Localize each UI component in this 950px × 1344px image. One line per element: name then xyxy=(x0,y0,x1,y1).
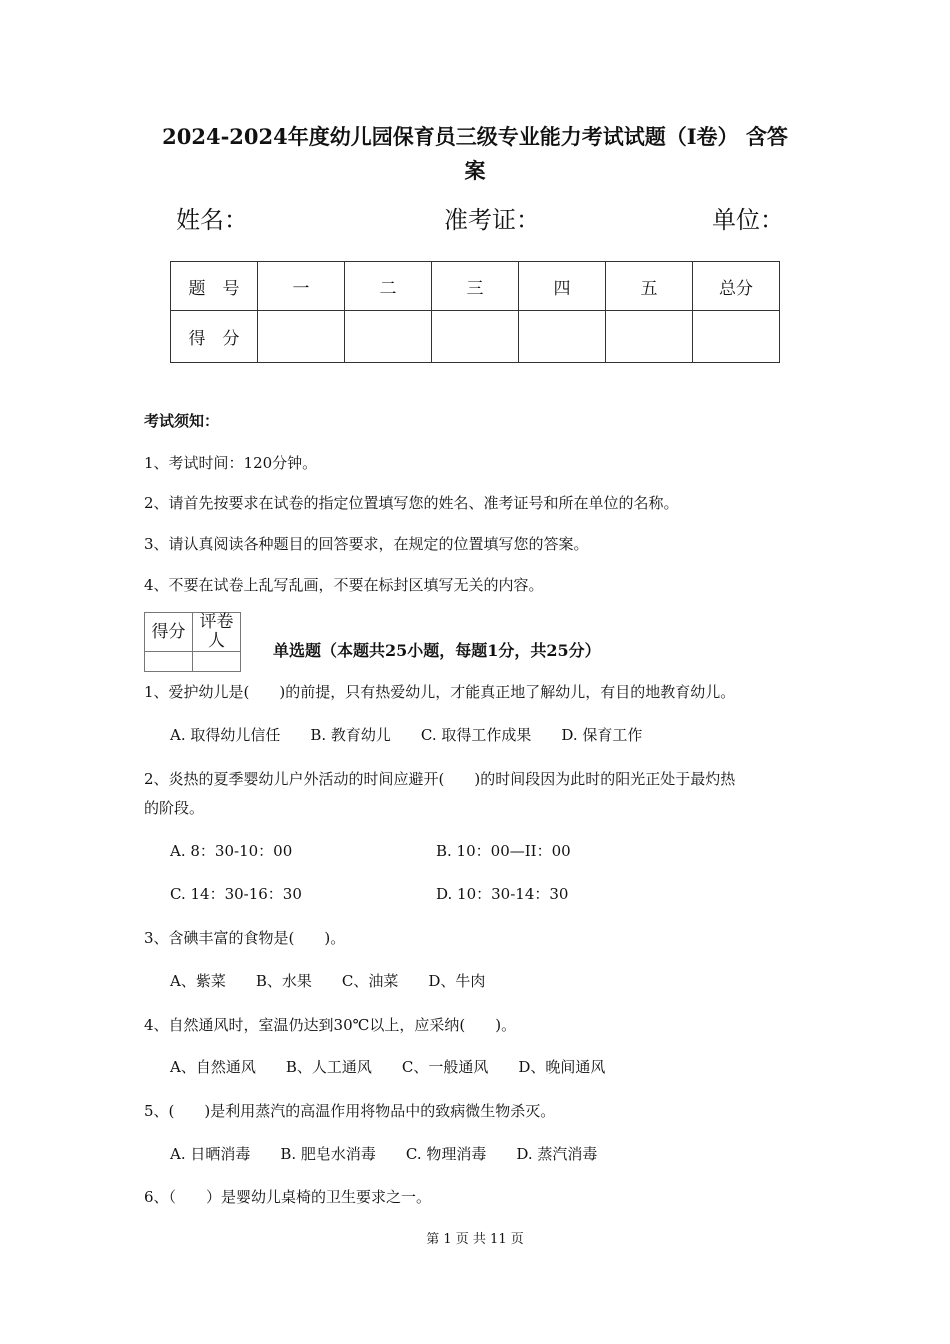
score-cell xyxy=(432,311,519,363)
score-cell xyxy=(258,311,345,363)
score-cell xyxy=(693,311,780,363)
question-3-options: A、紫菜 B、水果 C、油菜 D、牛肉 xyxy=(170,972,486,990)
question-1-options: A. 取得幼儿信任 B. 教育幼儿 C. 取得工作成果 D. 保育工作 xyxy=(170,726,643,744)
question-4-options: A、自然通风 B、人工通风 C、一般通风 D、晚间通风 xyxy=(170,1058,606,1076)
score-table xyxy=(170,261,780,363)
score-header-4: 四 xyxy=(519,262,606,311)
grader-table xyxy=(144,612,241,672)
score-header-5: 五 xyxy=(606,262,693,311)
score-header-3: 三 xyxy=(432,262,519,311)
grader-cell xyxy=(193,652,241,672)
note-item: 3、请认真阅读各种题目的回答要求，在规定的位置填写您的答案。 xyxy=(144,535,589,553)
document-title-line1: 2024-2024年度幼儿园保育员三级专业能力考试试题（I卷） 含答 xyxy=(162,124,788,149)
section-title: 单选题（本题共25小题，每题1分，共25分） xyxy=(273,641,601,660)
question-5: 5、( )是利用蒸汽的高温作用将物品中的致病微生物杀灭。 xyxy=(144,1102,556,1120)
score-header-total: 总分 xyxy=(693,262,780,311)
question-6: 6、（ ）是婴幼儿桌椅的卫生要求之一。 xyxy=(144,1188,432,1206)
question-1: 1、爱护幼儿是( )的前提，只有热爱幼儿，才能真正地了解幼儿，有目的地教育幼儿。 xyxy=(144,683,736,701)
name-label: 姓名： xyxy=(176,206,248,234)
question-2-option-c: C. 14：30-16：30 xyxy=(170,885,302,903)
score-header-label: 题 号 xyxy=(171,262,258,311)
note-item: 2、请首先按要求在试卷的指定位置填写您的姓名、准考证号和所在单位的名称。 xyxy=(144,494,679,512)
score-cell xyxy=(519,311,606,363)
document-title-line2: 案 xyxy=(464,158,486,183)
note-item: 1、考试时间：120分钟。 xyxy=(144,454,318,472)
score-cell xyxy=(606,311,693,363)
notes-heading: 考试须知： xyxy=(144,412,220,430)
score-cell xyxy=(345,311,432,363)
grader-score-label: 得分 xyxy=(145,613,193,652)
unit-label: 单位： xyxy=(712,206,784,234)
question-2-line2: 的阶段。 xyxy=(144,799,205,817)
question-4: 4、自然通风时，室温仍达到30℃以上，应采纳( )。 xyxy=(144,1016,517,1034)
grader-name-label: 评卷人 xyxy=(193,613,241,652)
question-3: 3、含碘丰富的食物是( )。 xyxy=(144,929,346,947)
score-header-2: 二 xyxy=(345,262,432,311)
note-item: 4、不要在试卷上乱写乱画，不要在标封区填写无关的内容。 xyxy=(144,576,544,594)
page-footer: 第 1 页 共 11 页 xyxy=(426,1232,524,1247)
question-2-option-b: B. 10：00—II：00 xyxy=(436,842,571,860)
question-2-option-a: A. 8：30-10：00 xyxy=(170,842,293,860)
question-2-line1: 2、炎热的夏季婴幼儿户外活动的时间应避开( )的时间段因为此时的阳光正处于最灼热 xyxy=(144,770,736,788)
question-5-options: A. 日晒消毒 B. 肥皂水消毒 C. 物理消毒 D. 蒸汽消毒 xyxy=(170,1145,598,1163)
score-row-label: 得 分 xyxy=(171,311,258,363)
question-2-option-d: D. 10：30-14：30 xyxy=(436,885,569,903)
grader-cell xyxy=(145,652,193,672)
score-header-1: 一 xyxy=(258,262,345,311)
exam-id-label: 准考证： xyxy=(444,206,540,234)
